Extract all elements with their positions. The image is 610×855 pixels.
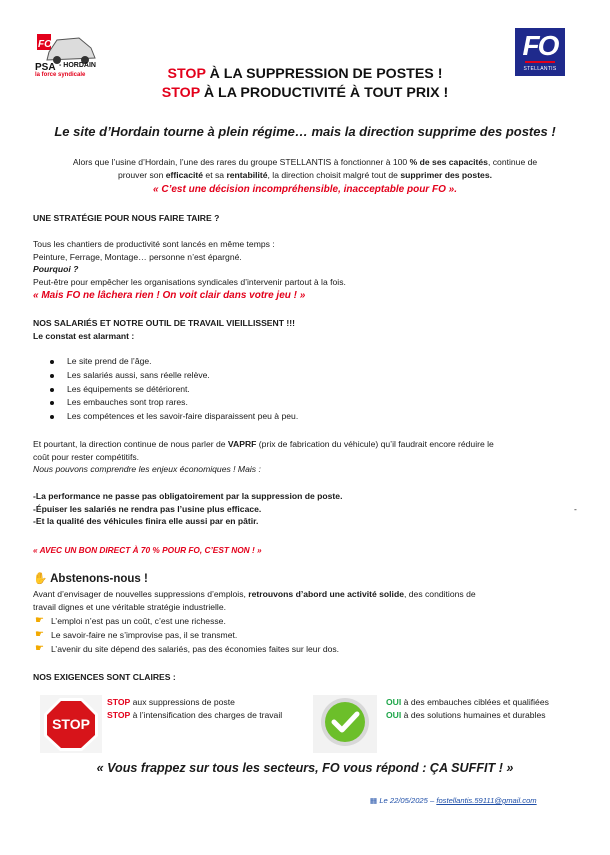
fo-logo-subtitle: STELLANTIS — [523, 66, 557, 72]
section-strategy-body: Tous les chantiers de productivité sont lancés en même temps : Peinture, Ferrage, Montage… personne n’est épargné. Pourquoi ? Peut-être pour empêcher les organisations syndicales d’intervenir partout à la fois. — [33, 239, 346, 287]
closing-quote: « Vous frappez sur tous les secteurs, FO vous répond : ÇA SUFFIT ! » — [96, 761, 514, 775]
list-item: Les embauches sont trop rares. — [67, 396, 298, 410]
demands-title: NOS EXIGENCES SONT CLAIRES : — [33, 672, 176, 682]
intro-paragraph: Alors que l’usine d’Hordain, l’une des rares du groupe STELLANTIS à fonctionner à 100 % de ses capacités, continue de prouver son efficacité et sa rentabilité, la direction choisit malgré tout de supprimer des postes. — [72, 157, 538, 180]
aging-bullet-list — [67, 355, 298, 424]
psa-logo-site: - HORDAIN — [59, 62, 96, 69]
pointing-hand-icon: ☛ — [35, 643, 44, 654]
section-strategy-quote: « Mais FO ne lâchera rien ! On voit clair dans votre jeu ! » — [33, 290, 306, 301]
list-item: ☛ L’avenir du site dépend des salariés, pas des économies faites sur leur dos. — [35, 643, 340, 654]
section-strategy-title: UNE STRATÉGIE POUR NOUS FAIRE TAIRE ? — [33, 213, 220, 223]
list-item: ☛ Le savoir-faire ne s’improvise pas, il se transmet. — [35, 629, 238, 640]
stop-sign-text: STOP — [52, 716, 90, 732]
checkmark-icon — [313, 695, 377, 753]
intro-quote: « C’est une décision incompréhensible, inacceptable pour FO ». — [153, 184, 457, 195]
title-line-2: STOP À LA PRODUCTIVITÉ À TOUT PRIX ! — [161, 85, 449, 101]
calendar-icon: ▦ — [370, 796, 378, 805]
section-aging-title: NOS SALARIÉS ET NOTRE OUTIL DE TRAVAIL VIEILLISSENT !!! — [33, 318, 295, 328]
stop-demands: STOP aux suppressions de poste STOP à l’intensification des charges de travail — [107, 697, 283, 720]
abstain-list — [35, 614, 339, 656]
list-item: Les compétences et les savoir-faire disparaissent peu à peu. — [67, 410, 298, 424]
oui-demands: OUI à des embauches ciblées et qualifiées OUI à des solutions humaines et durables — [386, 697, 549, 720]
fo-logo-letters: FO — [522, 30, 558, 61]
stop-sign-icon — [40, 695, 102, 753]
abstain-body: Avant d’envisager de nouvelles suppressions d’emplois, retrouvons d’abord une activité solide, des conditions de travail dignes et une véritable stratégie industrielle. — [33, 589, 476, 612]
stray-dash: - — [574, 504, 577, 514]
psa-logo-text: PSA — [35, 62, 56, 73]
list-item: Les équipements se détériorent. — [67, 383, 298, 397]
section-vaprf-quote: « AVEC UN BON DIRECT À 70 % POUR FO, C’EST NON ! » — [33, 545, 262, 555]
list-item: ☛ L’emploi n’est pas un coût, c’est une richesse. — [35, 615, 226, 626]
section-vaprf-body: Et pourtant, la direction continue de nous parler de VAPRF (prix de fabrication du véhicule) qu’il faudrait encore réduire le coût pour rester compétitifs. Nous pouvons comprendre les enjeux économiques ! Mais : — [33, 439, 494, 474]
section-aging-subtitle: Le constat est alarmant : — [33, 331, 135, 341]
pointing-hand-icon: ☛ — [35, 615, 44, 626]
pointing-hand-icon: ☛ — [35, 629, 44, 640]
abstain-title: ✋ Abstenons-nous ! — [33, 573, 148, 585]
footer-date: Le 22/05/2025 – — [379, 796, 437, 805]
footer — [370, 796, 537, 805]
section-vaprf-points: -La performance ne passe pas obligatoirement par la suppression de poste. -Épuiser les salariés ne rendra pas l’usine plus efficace. -Et la qualité des véhicules finira elle aussi par en pâtir. — [33, 491, 343, 526]
psa-logo-tagline: la force syndicale — [35, 72, 86, 78]
list-item: Le site prend de l’âge. — [67, 355, 298, 369]
list-item: Les salariés aussi, sans réelle relève. — [67, 369, 298, 383]
footer-email-link[interactable]: fostellantis.59111@gmail.com — [436, 796, 537, 805]
title-line-1: STOP À LA SUPPRESSION DE POSTES ! — [167, 66, 443, 82]
raised-hand-icon: ✋ — [33, 573, 48, 585]
headline: Le site d’Hordain tourne à plein régime… mais la direction supprime des postes ! — [54, 124, 556, 139]
svg-text:FO: FO — [38, 39, 52, 50]
